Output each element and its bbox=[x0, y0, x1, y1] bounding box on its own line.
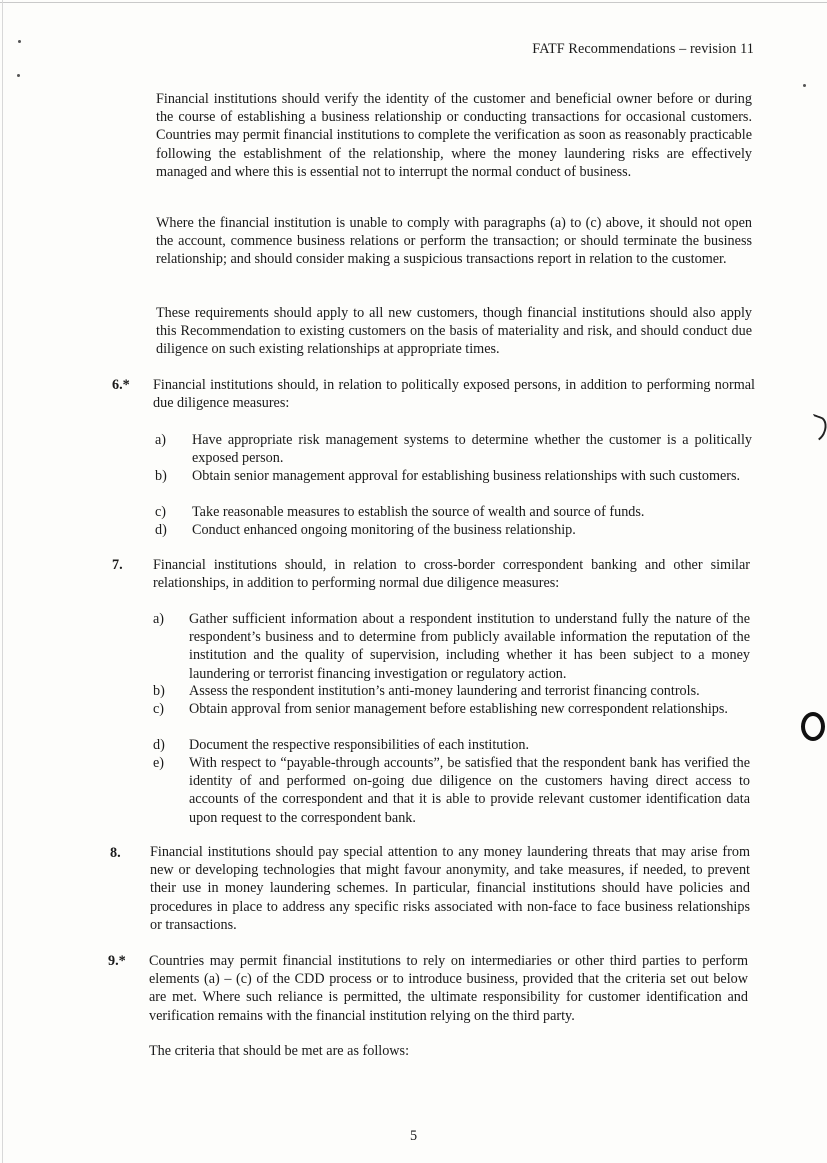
item-text: With respect to “payable-through accounts”, be satisfied that the respondent bank has verified the identity of and performed on-going due diligence on the customers having direct access to accounts of the correspondent and that it is able to provide relevant customer identification data upon request to the correspondent bank. bbox=[189, 755, 750, 826]
item-label: c) bbox=[155, 504, 167, 520]
rec7-item-a bbox=[153, 610, 750, 682]
rec7-number: 7. bbox=[112, 557, 123, 573]
intro-paragraph-1: Financial institutions should verify the identity of the customer and beneficial owner before or during the course of establishing a business relationship or conducting transactions for occasional customers. Countries may permit financial institutions to complete the verification as soon as reasonably practicable following the establishment of the relationship, where the money laundering risks are effectively managed and where this is essential not to interrupt the normal conduct of business. bbox=[156, 91, 752, 180]
item-label: c) bbox=[153, 701, 165, 717]
rec6-text: Financial institutions should, in relation to politically exposed persons, in addition to performing normal due diligence measures: bbox=[153, 377, 755, 412]
rec7-item-e bbox=[153, 754, 750, 826]
speck-icon bbox=[18, 40, 21, 43]
item-text: Assess the respondent institution’s anti-money laundering and terrorist financing controls. bbox=[189, 683, 700, 699]
item-label: d) bbox=[155, 522, 167, 538]
rec6-item-b bbox=[155, 467, 752, 503]
speck-icon bbox=[803, 84, 806, 87]
item-label: b) bbox=[155, 468, 167, 484]
item-label: d) bbox=[153, 737, 165, 753]
item-text: Conduct enhanced ongoing monitoring of the business relationship. bbox=[192, 522, 576, 538]
rec6-number: 6.* bbox=[112, 377, 130, 393]
item-label: a) bbox=[155, 432, 167, 448]
item-text: Document the respective responsibilities of each institution. bbox=[189, 737, 530, 753]
item-text: Gather sufficient information about a respondent institution to understand fully the nature of the respondent’s business and to determine from publicly available information the reputation of the institution and the quality of supervision, including whether it has been subject to a money laundering or terrorist financing investigation or regulatory action. bbox=[189, 611, 750, 682]
rec6-item-a bbox=[155, 431, 752, 467]
running-header: FATF Recommendations – revision 11 bbox=[532, 41, 754, 57]
item-text: Obtain senior management approval for establishing business relationships with such customers. bbox=[192, 468, 741, 484]
rec9-number: 9.* bbox=[108, 953, 126, 969]
scan-left-edge bbox=[2, 0, 3, 1163]
item-text: Obtain approval from senior management before establishing new correspondent relationships. bbox=[189, 701, 728, 717]
intro-paragraph-3: These requirements should apply to all new customers, though financial institutions should also apply this Recommendation to existing customers on the basis of materiality and risk, and should conduct due diligence on such existing relationships at appropriate times. bbox=[156, 305, 752, 358]
rec7-item-b bbox=[153, 682, 750, 700]
item-text: Take reasonable measures to establish the source of wealth and source of funds. bbox=[192, 504, 645, 520]
item-label: a) bbox=[153, 611, 165, 627]
rec8-text: Financial institutions should pay special attention to any money laundering threats that may arise from new or developing technologies that might favour anonymity, and take measures, if needed, to prevent their use in money laundering schemes. In particular, financial institutions should have policies and procedures in place to address any specific risks associated with non-face to face business relationships or transactions. bbox=[150, 844, 750, 933]
punch-hole-icon bbox=[801, 712, 825, 741]
scan-top-edge bbox=[0, 2, 827, 3]
item-label: b) bbox=[153, 683, 165, 699]
rec9-criteria-intro: The criteria that should be met are as follows: bbox=[149, 1043, 410, 1059]
intro-paragraph-2: Where the financial institution is unable to comply with paragraphs (a) to (c) above, it should not open the account, commence business relations or perform the transaction; or should terminate the business relationship; and should consider making a suspicious transactions report in relation to the customer. bbox=[156, 215, 752, 268]
rec8-number: 8. bbox=[110, 845, 121, 861]
rec7-item-d bbox=[153, 736, 750, 754]
item-label: e) bbox=[153, 755, 165, 771]
page-number: 5 bbox=[409, 1128, 418, 1144]
speck-icon bbox=[17, 74, 20, 77]
rec6-item-d bbox=[155, 521, 752, 539]
rec9-text: Countries may permit financial institutions to rely on intermediaries or other third parties to perform elements (a) – (c) of the CDD process or to introduce business, provided that the criteria set out below are met. Where such reliance is permitted, the ultimate responsibility for customer identification and verification remains with the financial institution relying on the third party. bbox=[149, 953, 748, 1024]
punch-mark-icon bbox=[804, 414, 827, 445]
rec6-item-c bbox=[155, 503, 752, 521]
rec7-item-c bbox=[153, 700, 750, 736]
item-text: Have appropriate risk management systems to determine whether the customer is a politically exposed person. bbox=[192, 432, 752, 467]
rec7-text: Financial institutions should, in relation to cross-border correspondent banking and other similar relationships, in addition to performing normal due diligence measures: bbox=[153, 557, 750, 592]
